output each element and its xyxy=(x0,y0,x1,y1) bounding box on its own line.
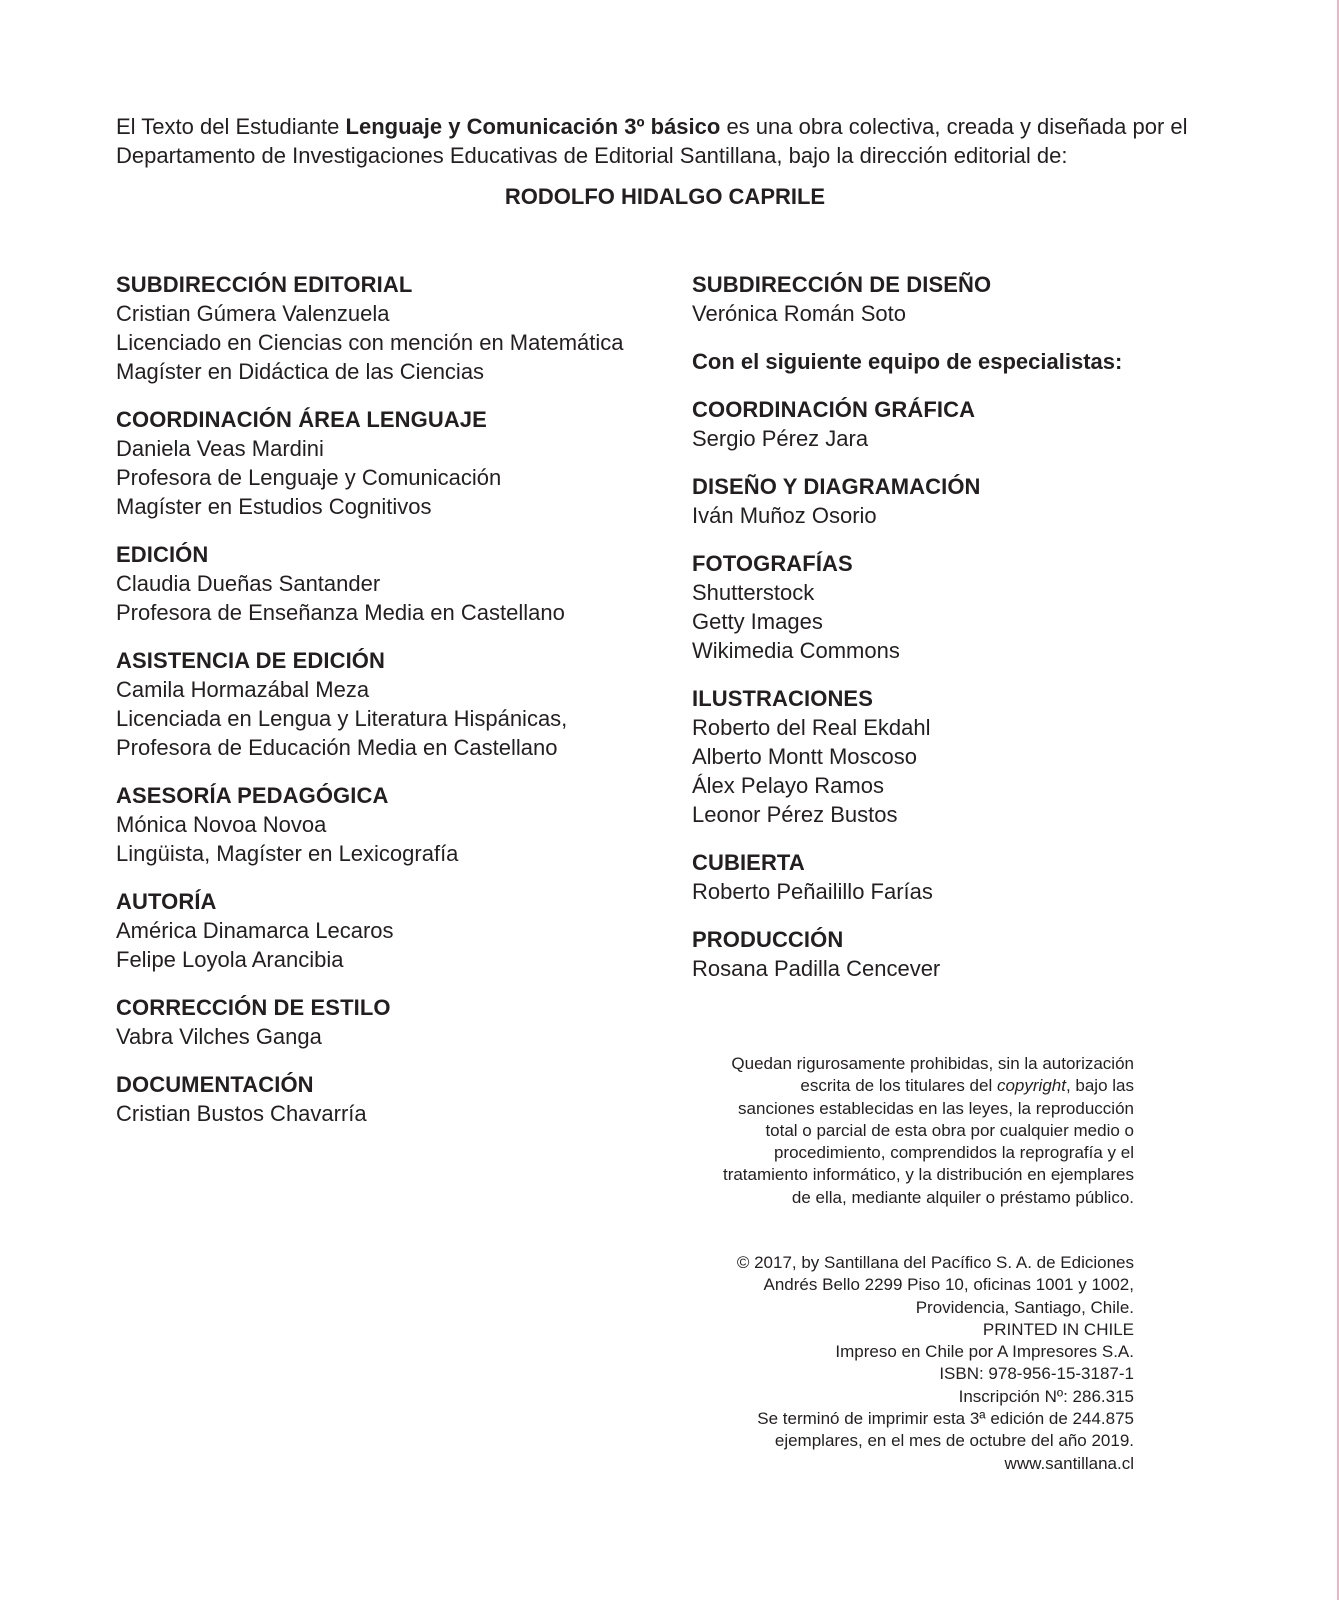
section-title: ILUSTRACIONES xyxy=(692,686,873,711)
section-line: Roberto Peñailillo Farías xyxy=(692,879,933,904)
section-line: Magíster en Estudios Cognitivos xyxy=(116,494,432,519)
section-line: América Dinamarca Lecaros xyxy=(116,918,394,943)
intro-paragraph xyxy=(116,112,1226,170)
section-line: Cristian Bustos Chavarría xyxy=(116,1101,367,1126)
notice-text: , bajo las xyxy=(1065,1076,1134,1096)
section-line: Roberto del Real Ekdahl xyxy=(692,715,931,740)
section-line: Daniela Veas Mardini xyxy=(116,436,324,461)
isbn-line: ISBN: 978-956-15-3187-1 xyxy=(939,1364,1134,1384)
credit-section xyxy=(116,993,676,1051)
section-line: Magíster en Didáctica de las Ciencias xyxy=(116,359,485,384)
publisher-line: Inscripción Nº: 286.315 xyxy=(958,1386,1134,1406)
publisher-info xyxy=(660,1252,1134,1475)
credit-section xyxy=(116,270,676,386)
section-line: Rosana Padilla Cencever xyxy=(692,956,941,981)
section-line: Getty Images xyxy=(692,609,823,634)
section-title: EDICIÓN xyxy=(116,542,209,567)
credits-right-column xyxy=(692,270,1252,1002)
publisher-line: Impreso en Chile por A Impresores S.A. xyxy=(835,1342,1134,1362)
section-line: Wikimedia Commons xyxy=(692,638,900,663)
notice-line: sanciones establecidas en las leyes, la reproducción xyxy=(738,1098,1134,1118)
section-title: COORDINACIÓN ÁREA LENGUAJE xyxy=(116,407,487,432)
credit-section xyxy=(692,395,1252,453)
credit-section xyxy=(692,549,1252,665)
credits-left-column xyxy=(116,270,676,1147)
section-line: Mónica Novoa Novoa xyxy=(116,812,327,837)
section-line: Profesora de Enseñanza Media en Castellano xyxy=(116,600,565,625)
credit-section xyxy=(116,646,676,762)
credit-section xyxy=(692,925,1252,983)
notice-line: tratamiento informático, y la distribución en ejemplares xyxy=(722,1165,1134,1185)
section-title: SUBDIRECCIÓN EDITORIAL xyxy=(116,272,413,297)
copyright-word: copyright xyxy=(996,1076,1066,1096)
section-line: Álex Pelayo Ramos xyxy=(692,773,884,798)
publisher-line: Se terminó de imprimir esta 3ª edición de 244.875 xyxy=(757,1409,1134,1429)
section-line: Claudia Dueñas Santander xyxy=(116,571,381,596)
publisher-line: PRINTED IN CHILE xyxy=(982,1319,1134,1339)
team-intro: Con el siguiente equipo de especialistas: xyxy=(692,349,1123,374)
section-title: ASISTENCIA DE EDICIÓN xyxy=(116,648,385,673)
section-title: ASESORÍA PEDAGÓGICA xyxy=(116,783,389,808)
intro-text-end: es una obra colectiva, creada y diseñada por el Departamento de Investigaciones Educativas de Editorial Santillana, bajo la dirección editorial de: xyxy=(116,114,1188,168)
credit-section xyxy=(116,1070,676,1128)
notice-line: procedimiento, comprendidos la reprografía y el xyxy=(773,1143,1134,1163)
credit-section xyxy=(692,848,1252,906)
intro-text-start: El Texto del Estudiante xyxy=(116,114,346,139)
section-line: Licenciado en Ciencias con mención en Matemática xyxy=(116,330,624,355)
section-title: CORRECCIÓN DE ESTILO xyxy=(116,995,391,1020)
section-line: Iván Muñoz Osorio xyxy=(692,503,877,528)
credit-section xyxy=(116,405,676,521)
section-line: Profesora de Educación Media en Castellano xyxy=(116,735,558,760)
credit-section xyxy=(692,684,1252,829)
publisher-line: Providencia, Santiago, Chile. xyxy=(915,1297,1134,1317)
section-title: AUTORÍA xyxy=(116,889,217,914)
section-line: Profesora de Lenguaje y Comunicación xyxy=(116,465,502,490)
section-title: FOTOGRAFÍAS xyxy=(692,551,853,576)
publisher-line: Andrés Bello 2299 Piso 10, oficinas 1001 y 1002, xyxy=(763,1275,1134,1295)
publisher-line: ejemplares, en el mes de octubre del año 2019. xyxy=(774,1431,1134,1451)
section-line: Sergio Pérez Jara xyxy=(692,426,869,451)
credit-section xyxy=(116,781,676,868)
credit-section xyxy=(116,540,676,627)
section-line: Felipe Loyola Arancibia xyxy=(116,947,344,972)
section-line: Cristian Gúmera Valenzuela xyxy=(116,301,390,326)
notice-line: Quedan rigurosamente prohibidas, sin la autorización xyxy=(731,1054,1134,1073)
website-line: www.santillana.cl xyxy=(1004,1453,1134,1473)
book-title: Lenguaje y Comunicación 3º básico xyxy=(345,114,721,139)
section-line: Camila Hormazábal Meza xyxy=(116,677,370,702)
notice-line xyxy=(660,1075,1134,1097)
section-title: CUBIERTA xyxy=(692,850,805,875)
notice-line: total o parcial de esta obra por cualquier medio o xyxy=(765,1120,1134,1140)
section-title: SUBDIRECCIÓN DE DISEÑO xyxy=(692,272,992,297)
publisher-line: © 2017, by Santillana del Pacífico S. A. de Ediciones xyxy=(736,1253,1134,1272)
section-line: Lingüista, Magíster en Lexicografía xyxy=(116,841,459,866)
credit-section xyxy=(116,887,676,974)
section-title: PRODUCCIÓN xyxy=(692,927,844,952)
credit-section xyxy=(692,270,1252,328)
section-line: Leonor Pérez Bustos xyxy=(692,802,898,827)
section-title: DISEÑO Y DIAGRAMACIÓN xyxy=(692,474,981,499)
copyright-notice xyxy=(660,1053,1134,1209)
section-line: Shutterstock xyxy=(692,580,815,605)
section-line: Alberto Montt Moscoso xyxy=(692,744,917,769)
notice-line: de ella, mediante alquiler o préstamo público. xyxy=(791,1187,1134,1207)
notice-text: escrita de los titulares del xyxy=(800,1076,997,1096)
section-title: COORDINACIÓN GRÁFICA xyxy=(692,397,976,422)
editorial-director: RODOLFO HIDALGO CAPRILE xyxy=(504,184,826,209)
section-line: Vabra Vilches Ganga xyxy=(116,1024,322,1049)
section-line: Verónica Román Soto xyxy=(692,301,907,326)
credit-section xyxy=(692,472,1252,530)
section-title: DOCUMENTACIÓN xyxy=(116,1072,314,1097)
section-line: Licenciada en Lengua y Literatura Hispánicas, xyxy=(116,706,568,731)
